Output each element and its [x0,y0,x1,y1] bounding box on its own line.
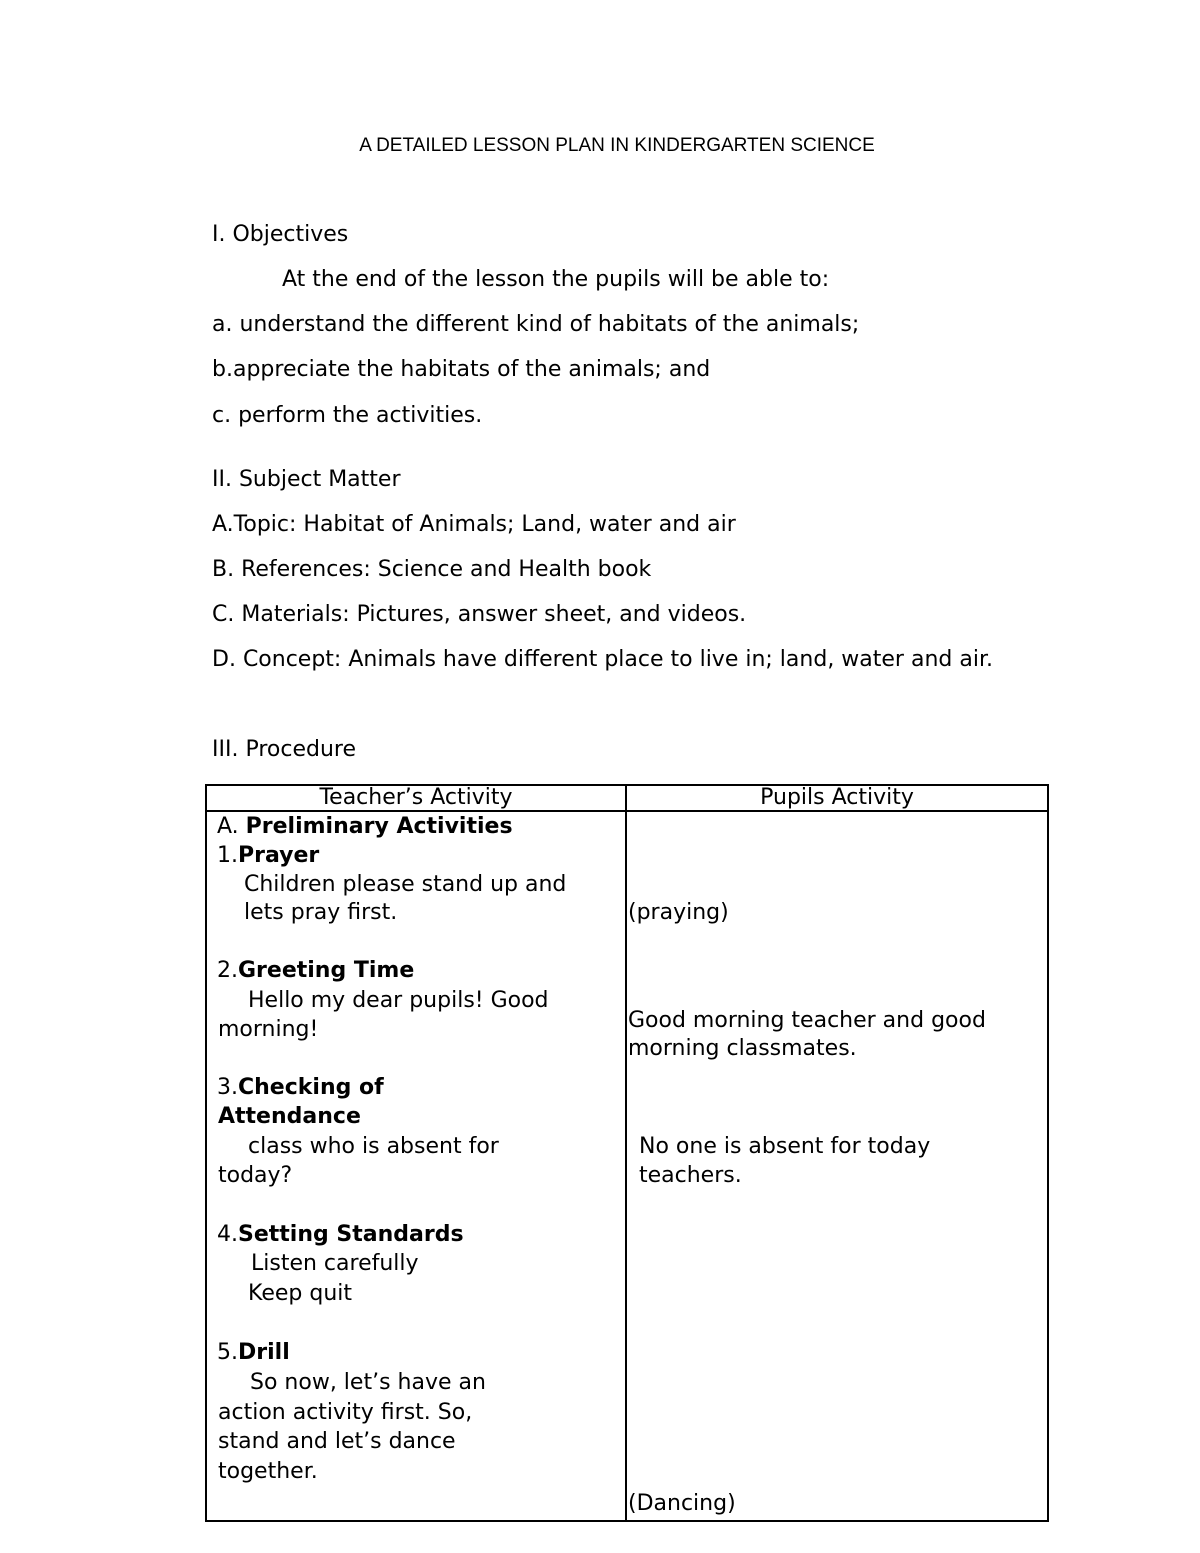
step-number: 3. [217,1075,238,1100]
pupil-response: morning classmates. [628,1036,857,1061]
step-line: class who is absent for [248,1134,499,1159]
step-title: Setting Standards [238,1222,464,1247]
step-heading [217,956,414,985]
step-line: Children please stand up and [244,872,567,897]
step-number: 1. [217,843,238,868]
step-title: Greeting Time [238,958,415,983]
step-number: 2. [217,958,238,983]
step-line: today? [218,1163,293,1188]
procedure-table [205,784,1049,1522]
pupil-response: No one is absent for today [639,1134,931,1159]
subject-text: Concept: Animals have different place to live in; land, water and air. [242,647,993,672]
pupil-response: teachers. [639,1163,742,1188]
objectives-heading: I. Objectives [212,222,349,247]
subject-item [212,602,746,627]
objectives-intro: At the end of the lesson the pupils will be able to: [282,267,830,292]
procedure-heading: III. Procedure [212,737,356,762]
objective-label: b. [212,357,233,382]
step-heading [217,1073,384,1102]
pupils-column-header: Pupils Activity [626,785,1048,811]
document-title: A DETAILED LESSON PLAN IN KINDERGARTEN SCIENCE [359,135,875,156]
step-line: stand and let’s dance [218,1429,456,1454]
objective-text: perform the activities. [238,403,483,428]
objective-text: understand the different kind of habitats of the animals; [239,312,860,337]
subject-label: B. [212,557,235,582]
section-label: A. [217,814,239,839]
step-number: 5. [217,1340,238,1365]
subject-text: Topic: Habitat of Animals; Land, water and air [233,512,736,537]
objective-item [212,357,710,382]
subject-item [212,512,736,537]
objective-text: appreciate the habitats of the animals; and [232,357,711,382]
section-title: Preliminary Activities [245,814,513,839]
step-line: action activity first. So, [218,1400,473,1425]
step-heading-cont [218,1102,361,1131]
pupil-response: (praying) [628,900,729,925]
objective-item [212,403,482,428]
step-line: Keep quit [248,1281,353,1306]
step-heading [217,1338,290,1367]
subject-text: Materials: Pictures, answer sheet, and videos. [241,602,747,627]
step-line: So now, let’s have an [250,1370,486,1395]
step-title: Drill [238,1340,290,1365]
subject-label: C. [212,602,235,627]
step-line: Listen carefully [251,1251,419,1276]
subject-item [212,647,993,672]
table-row [206,811,1048,1521]
section-heading [217,812,513,841]
objective-label: a. [212,312,233,337]
pupil-response: Good morning teacher and good [628,1008,986,1033]
step-title: Checking of [238,1075,384,1100]
objective-label: c. [212,403,232,428]
step-line: Hello my dear pupils! Good [248,988,549,1013]
table-header-row [206,785,1048,811]
step-number: 4. [217,1222,238,1247]
subject-label: D. [212,647,236,672]
subject-item [212,557,651,582]
subject-matter-heading: II. Subject Matter [212,467,401,492]
objective-item [212,312,859,337]
pupils-activity-cell [626,811,1048,1521]
step-heading [217,841,319,870]
teacher-column-header: Teacher’s Activity [206,785,626,811]
subject-text: References: Science and Health book [241,557,652,582]
step-line: morning! [218,1017,319,1042]
step-line: lets pray first. [244,900,398,925]
teacher-activity-cell [206,811,626,1521]
step-line: together. [218,1459,318,1484]
step-title: Prayer [238,843,320,868]
subject-label: A. [212,512,234,537]
step-heading [217,1220,464,1249]
pupil-response: (Dancing) [628,1491,736,1516]
step-title: Attendance [218,1104,361,1129]
